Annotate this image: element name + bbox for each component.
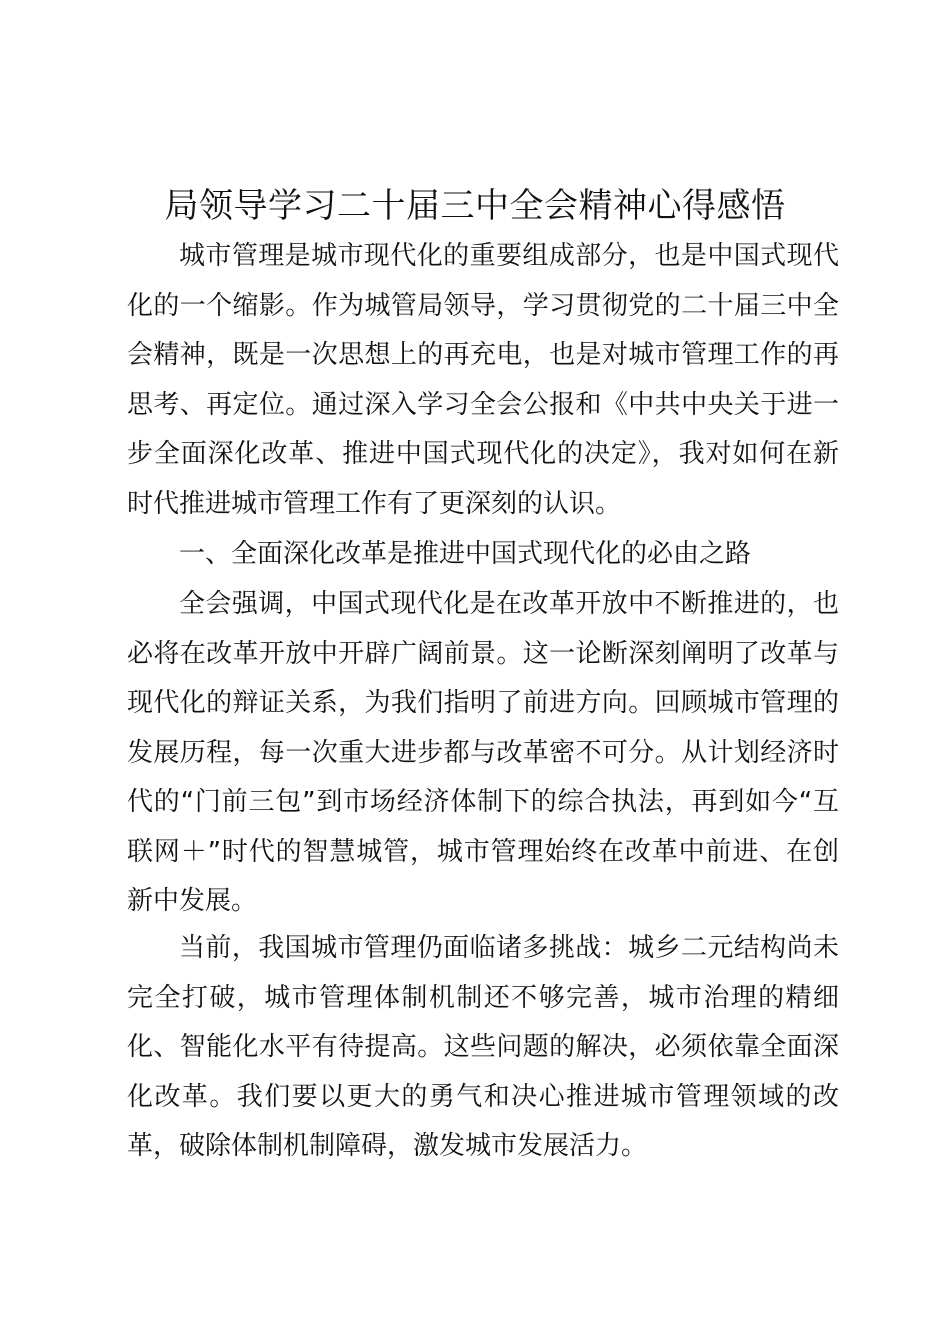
section-1-paragraph-2: 当前，我国城市管理仍面临诸多挑战：城乡二元结构尚未完全打破，城市管理体制机制还不够完善，城市治理的精细化、智能化水平有待提高。这些问题的解决，必须依靠全面深化改革。我们要以更大的勇气和决心推进城市管理领域的改革，破除体制机制障碍，激发城市发展活力。 bbox=[127, 933, 839, 1161]
intro-paragraph: 城市管理是城市现代化的重要组成部分，也是中国式现代化的一个缩影。作为城管局领导，学习贯彻党的二十届三中全会精神，既是一次思想上的再充电，也是对城市管理工作的再思考、再定位。通过深入学习全会公报和《中共中央关于进一步全面深化改革、推进中国式现代化的决定》，我对如何在新时代推进城市管理工作有了更深刻的认识。 bbox=[127, 241, 839, 519]
document-title: 局领导学习二十届三中全会精神心得感悟 bbox=[164, 186, 786, 226]
section-1-paragraph-1: 全会强调，中国式现代化是在改革开放中不断推进的，也必将在改革开放中开辟广阔前景。这一论断深刻阐明了改革与现代化的辩证关系，为我们指明了前进方向。回顾城市管理的发展历程，每一次重大进步都与改革密不可分。从计划经济时代的“门前三包”到市场经济体制下的综合执法，再到如今“互联网＋”时代的智慧城管，城市管理始终在改革中前进、在创新中发展。 bbox=[127, 589, 839, 916]
section-heading-1: 一、全面深化改革是推进中国式现代化的必由之路 bbox=[179, 539, 752, 569]
